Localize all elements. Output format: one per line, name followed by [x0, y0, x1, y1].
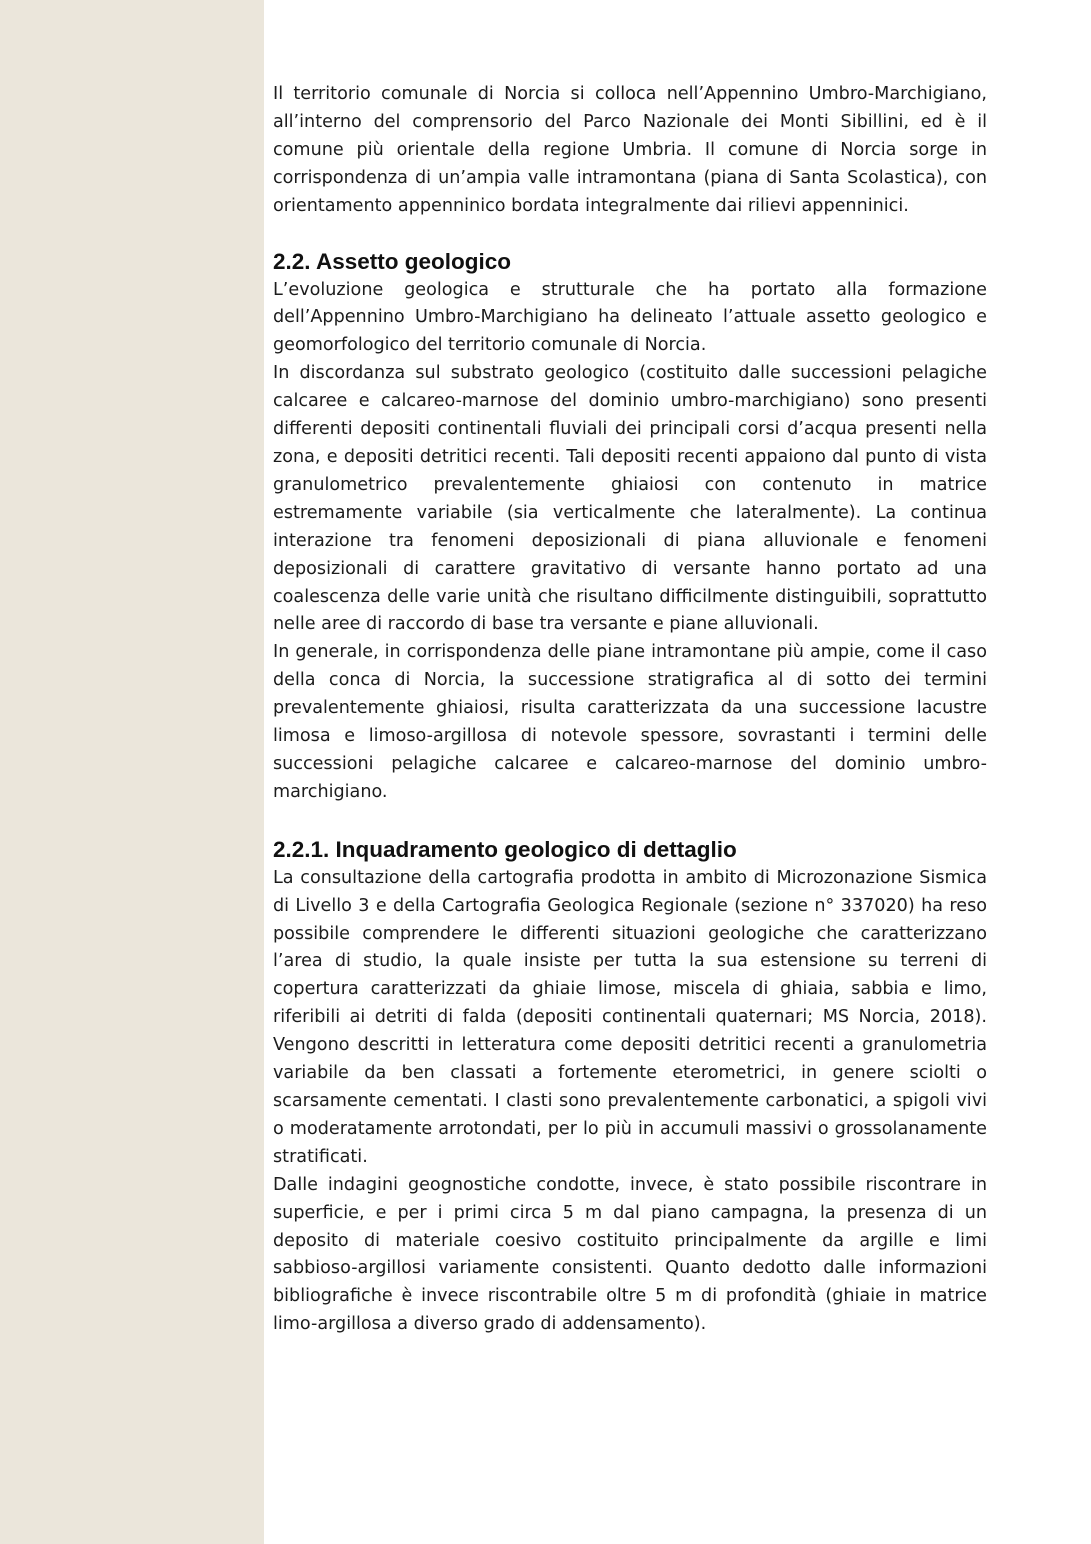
spacer	[273, 807, 987, 835]
section-heading-assetto-geologico: 2.2. Assetto geologico	[273, 248, 511, 274]
section-heading-inquadramento-geologico: 2.2.1. Inquadramento geologico di dettaglio	[273, 836, 737, 862]
section-2-2-1-paragraph-1: La consultazione della cartografia prodotta in ambito di Microzonazione Sismica di Livello 3 e della Cartografia Geologica Regionale (sezione n° 337020) ha reso possibile comprendere le differenti situazioni geologiche che caratterizzano l’area di studio, la quale insiste per tutta la sua estensione su terreni di copertura caratterizzati da ghiaie limose, miscela di ghiaia, sabbia e limo, riferibili ai detriti di falda (depositi continentali quaternari; MS Norcia, 2018). Vengono descritti in letteratura come depositi detritici recenti a granulometria variabile da ben classati a fortemente eterometrici, in genere sciolti o scarsamente cementati. I clasti sono prevalentemente carbonatici, a spigoli vivi o moderatamente arrotondati, per lo più in accumuli massivi o grossolanamente stratificati.	[273, 867, 987, 1167]
left-margin-band	[0, 0, 264, 1544]
section-2-2-1-paragraph-2: Dalle indagini geognostiche condotte, invece, è stato possibile riscontrare in superficie, e per i primi circa 5 m dal piano campagna, la presenza di un deposito di materiale coesivo costituito principalmente da argille e limi sabbioso-argillosi variamente consistenti. Quanto dedotto dalle informazioni bibliografiche è invece riscontrabile oltre 5 m di profondità (ghiaie in matrice limo-argillosa a diverso grado di addensamento).	[273, 1174, 987, 1335]
section-2-2-paragraph-1: L’evoluzione geologica e strutturale che ha portato alla formazione dell’Appennino Umbro-Marchigiano ha delineato l’attuale assetto geologico e geomorfologico del territorio comunale di Norcia.	[273, 279, 987, 356]
spacer	[273, 221, 987, 247]
document-body	[273, 81, 987, 1339]
intro-paragraph: Il territorio comunale di Norcia si colloca nell’Appennino Umbro-Marchigiano, all’interno del comprensorio del Parco Nazionale dei Monti Sibillini, ed è il comune più orientale della regione Umbria. Il comune di Norcia sorge in corrispondenza di un’ampia valle intramontana (piana di Santa Scolastica), con orientamento appenninico bordata integralmente dai rilievi appenninici.	[273, 84, 987, 216]
section-2-2-paragraph-2: In discordanza sul substrato geologico (costituito dalle successioni pelagiche calcaree e calcareo-marnose del dominio umbro-marchigiano) sono presenti differenti depositi continentali fluviali dei principali corsi d’acqua presenti nella zona, e depositi detritici recenti. Tali depositi recenti appaiono dal punto di vista granulometrico prevalentemente ghiaiosi con contenuto in matrice estremamente variabile (sia verticalmente che lateralmente). La continua interazione tra fenomeni deposizionali di piana alluvionale e fenomeni deposizionali di carattere gravitativo di versante hanno portato ad una coalescenza delle varie unità che risultano difficilmente distinguibili, soprattutto nelle aree di raccordo di base tra versante e piane alluvionali.	[273, 363, 987, 635]
section-2-2-paragraph-3: In generale, in corrispondenza delle piane intramontane più ampie, come il caso della conca di Norcia, la successione stratigrafica al di sotto dei termini prevalentemente ghiaiosi, risulta caratterizzata da una successione lacustre limosa e limoso-argillosa di notevole spessore, sovrastanti i termini delle successioni pelagiche calcaree e calcareo-marnose del dominio umbro-marchigiano.	[273, 642, 987, 802]
